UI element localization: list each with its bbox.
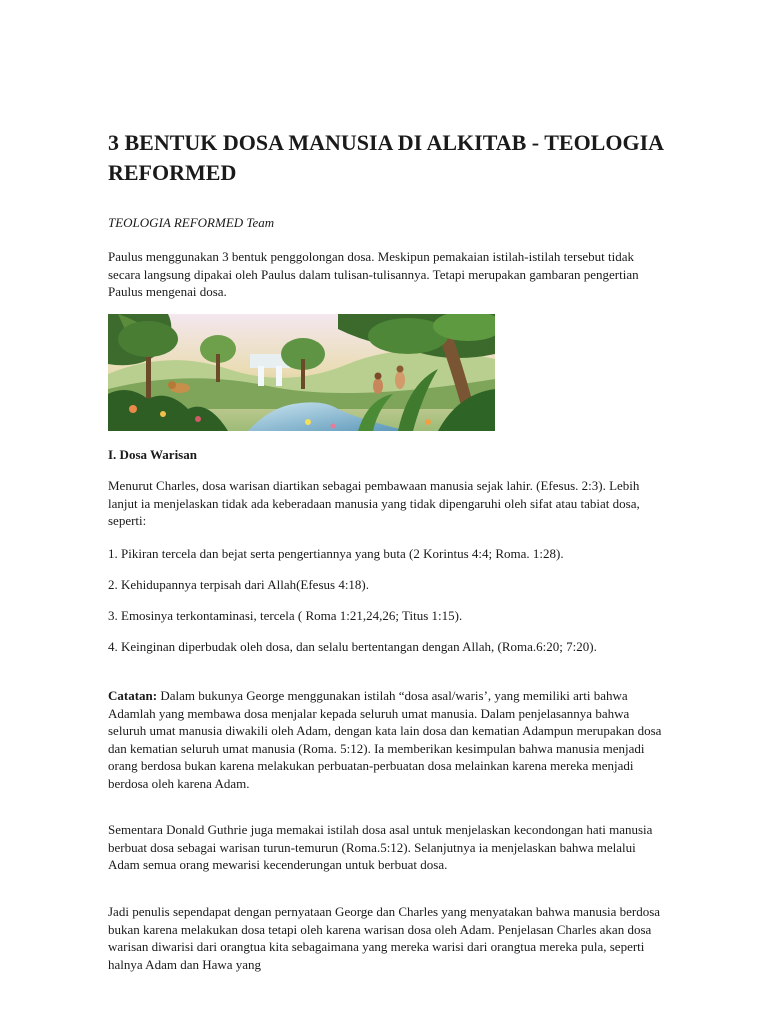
- note-label: Catatan:: [108, 688, 158, 703]
- guthrie-paragraph: [108, 821, 668, 874]
- intro-paragraph: [108, 248, 668, 301]
- document-title: 3 BENTUK DOSA MANUSIA DI ALKITAB - TEOLOGIA REFORMED: [108, 130, 663, 185]
- note-body: Dalam bukunya George menggunakan istilah “dosa asal/waris’, yang memiliki arti bahwa Adamlah yang membawa dosa menjalar kepada seluruh umat manusia. Dalam penjelasannya bahwa seluruh umat manusia diwakili oleh Adam, dengan kata lain dosa dan kematian Adampun merupakan dosa dan kematian seluruh umat manusia (Roma. 5:12). Ia memberikan kesimpulan bahwa manusia menjadi orang berdosa bukan karena melakukan perbuatan-perbuatan dosa melainkan karena mereka menjadi berdosa oleh karena Adam.: [108, 688, 662, 791]
- byline: TEOLOGIA REFORMED Team: [108, 215, 275, 230]
- list-item-3: 3. Emosinya terkontaminasi, tercela ( Roma 1:21,24,26; Titus 1:15).: [108, 608, 463, 623]
- list-item: [108, 607, 668, 625]
- section1-intro-text: Menurut Charles, dosa warisan diartikan sebagai pembawaan manusia sejak lahir. (Efesus. 2:3). Lebih lanjut ia menjelaskan tidak ada keberadaan manusia yang tidak dipengaruhi oleh sifat atau tabiat dosa, seperti:: [108, 478, 640, 528]
- list-item-4: 4. Keinginan diperbudak oleh dosa, dan selalu bertentangan dengan Allah, (Roma.6:20; 7:20).: [108, 639, 597, 654]
- list-item: [108, 576, 668, 594]
- intro-text: Paulus menggunakan 3 bentuk penggolongan dosa. Meskipun pemakaian istilah-istilah tersebut tidak secara langsung dipakai oleh Paulus dalam tulisan-tulisannya. Tetapi merupakan gambaran pengertian Paulus mengenai dosa.: [108, 249, 639, 299]
- note-paragraph: [108, 687, 668, 792]
- list-item: [108, 638, 668, 656]
- garden-image: [108, 314, 495, 431]
- section1-intro-paragraph: [108, 477, 668, 530]
- list-item: [108, 545, 668, 563]
- note-text: [108, 687, 668, 792]
- guthrie-text: Sementara Donald Guthrie juga memakai istilah dosa asal untuk menjelaskan kecondongan hati manusia berbuat dosa sebagai warisan turun-temurun (Roma.5:12). Selanjutnya ia menjelaskan bahwa melalui Adam semua orang mewarisi kecenderungan untuk berbuat dosa.: [108, 822, 653, 872]
- garden-of-eden-illustration: [108, 314, 495, 431]
- author-paragraph: [108, 903, 668, 973]
- section-heading-dosa-warisan: [108, 446, 668, 464]
- author-text: Jadi penulis sependapat dengan pernyataan George dan Charles yang menyatakan bahwa manusia berdosa bukan karena melakukan dosa tetapi oleh karena warisan dosa oleh Adam. Penjelasan Charles akan dosa warisan diwarisi dari orangtua kita sebagaimana yang mereka warisi dari orangtua mereka pula, seperti halnya Adam dan Hawa yang: [108, 904, 661, 972]
- section-heading: I. Dosa Warisan: [108, 447, 197, 462]
- list-item-2: 2. Kehidupannya terpisah dari Allah(Efesus 4:18).: [108, 577, 370, 592]
- list-item-1: 1. Pikiran tercela dan bejat serta pengertiannya yang buta (2 Korintus 4:4; Roma. 1:28).: [108, 546, 564, 561]
